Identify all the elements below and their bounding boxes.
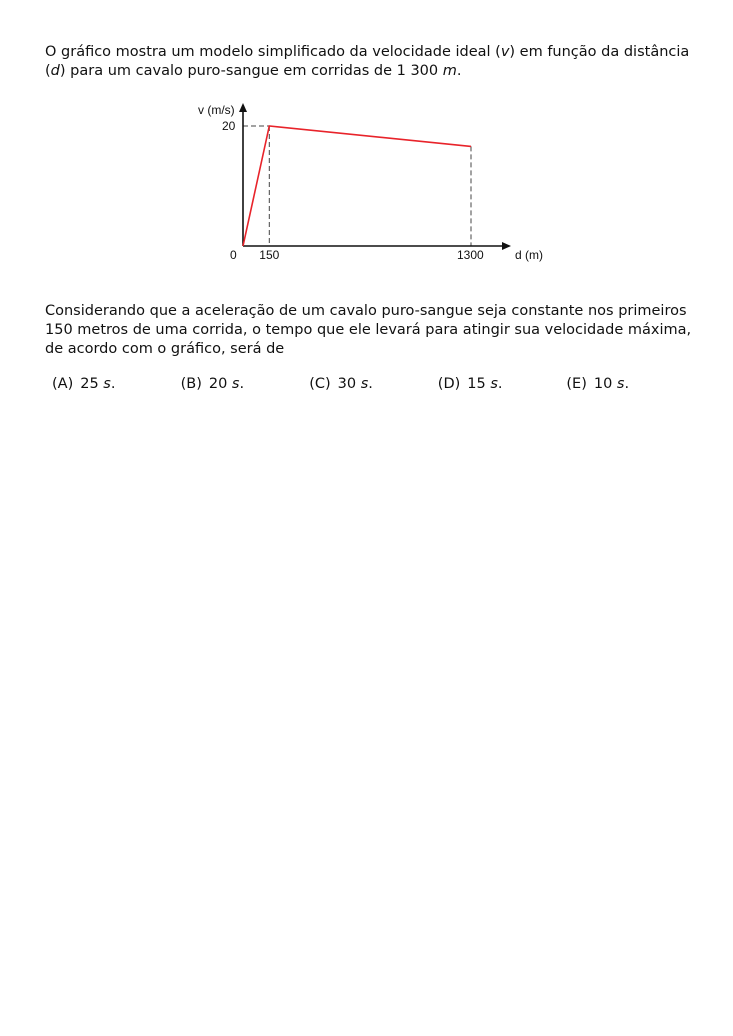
option-letter: (D) bbox=[437, 376, 461, 392]
intro-text-part: O gráfico mostra um modelo simplificado da velocidade ideal ( bbox=[45, 44, 501, 60]
option-letter: (B) bbox=[180, 376, 202, 392]
question-line: 150 metros de uma corrida, o tempo que ele levará para atingir sua velocidade máxima, bbox=[45, 322, 692, 338]
option-c[interactable] bbox=[309, 376, 438, 392]
question-text bbox=[45, 302, 695, 359]
unit-m: m bbox=[442, 63, 457, 79]
option-dot: . bbox=[624, 376, 630, 392]
x-axis-arrow-icon bbox=[502, 242, 511, 250]
x-tick-label-150: 150 bbox=[259, 248, 280, 262]
y-tick-label-20: 20 bbox=[222, 119, 236, 133]
option-dot: . bbox=[497, 376, 503, 392]
answer-options bbox=[45, 376, 695, 392]
option-value: 30 bbox=[337, 376, 357, 392]
option-unit: s bbox=[490, 376, 498, 392]
option-a[interactable] bbox=[52, 376, 181, 392]
intro-text-part: . bbox=[456, 63, 462, 79]
origin-label: 0 bbox=[230, 248, 237, 262]
x-axis-label: d (m) bbox=[515, 248, 543, 262]
option-unit: s bbox=[360, 376, 369, 392]
variable-v: v bbox=[500, 44, 510, 60]
velocity-series-line bbox=[243, 126, 471, 246]
exam-page bbox=[45, 43, 695, 392]
intro-text-part: ) em função da distância bbox=[509, 44, 690, 60]
option-value: 10 bbox=[593, 376, 613, 392]
option-dot: . bbox=[368, 376, 373, 392]
option-unit: s bbox=[231, 376, 240, 392]
option-value: 20 bbox=[208, 376, 228, 392]
question-line: de acordo com o gráfico, será de bbox=[45, 341, 285, 357]
velocity-distance-chart bbox=[45, 81, 695, 284]
y-axis-label: v (m/s) bbox=[198, 103, 235, 117]
option-unit: s bbox=[616, 376, 625, 392]
option-dot: . bbox=[239, 376, 245, 392]
intro-text bbox=[45, 43, 695, 81]
chart-svg bbox=[45, 81, 695, 284]
variable-d: d bbox=[50, 63, 60, 79]
intro-text-part: ( bbox=[45, 63, 51, 79]
option-d[interactable] bbox=[438, 376, 567, 392]
intro-text-part: ) para um cavalo puro-sangue em corridas de 1 300 bbox=[59, 63, 443, 79]
option-dot: . bbox=[110, 376, 116, 392]
option-letter: (A) bbox=[52, 376, 74, 392]
option-letter: (C) bbox=[309, 376, 331, 392]
option-letter: (E) bbox=[566, 376, 587, 392]
option-e[interactable] bbox=[566, 376, 695, 392]
x-tick-label-1300: 1300 bbox=[457, 248, 484, 262]
option-unit: s bbox=[103, 376, 111, 392]
option-value: 25 bbox=[80, 376, 99, 392]
option-b[interactable] bbox=[181, 376, 310, 392]
y-axis-arrow-icon bbox=[239, 103, 247, 112]
question-line: Considerando que a aceleração de um cavalo puro-sangue seja constante nos primeiros bbox=[45, 303, 687, 319]
option-value: 15 bbox=[467, 376, 486, 392]
